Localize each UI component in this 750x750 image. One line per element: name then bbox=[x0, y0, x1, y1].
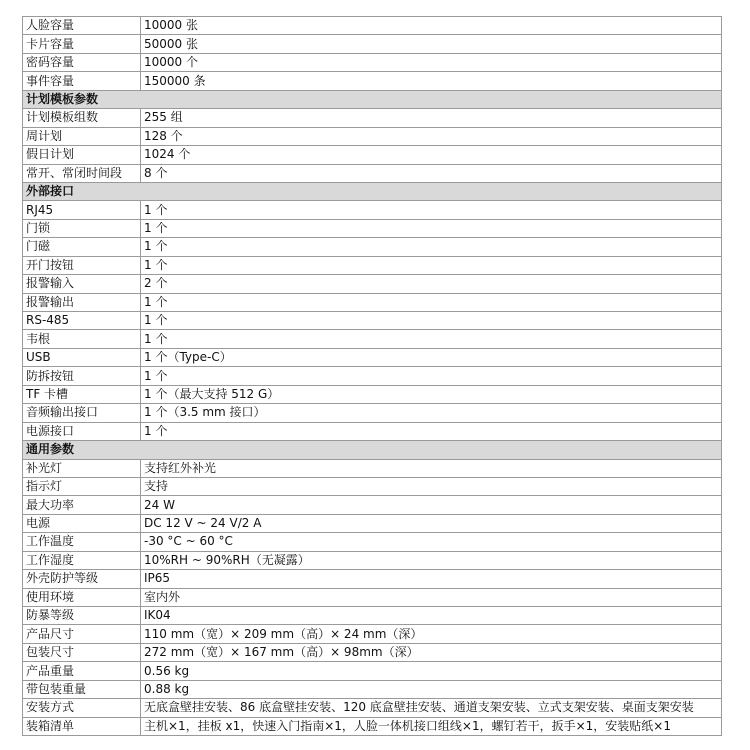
spec-row bbox=[23, 607, 722, 625]
spec-value: 128 个 bbox=[141, 127, 722, 145]
spec-label: RS-485 bbox=[23, 312, 141, 330]
spec-row bbox=[23, 312, 722, 330]
spec-label: 电源 bbox=[23, 514, 141, 532]
spec-row bbox=[23, 164, 722, 182]
spec-value: 1 个（最大支持 512 G） bbox=[141, 385, 722, 403]
spec-row bbox=[23, 422, 722, 440]
spec-value: 1 个 bbox=[141, 367, 722, 385]
spec-value: 1 个 bbox=[141, 238, 722, 256]
section-header: 通用参数 bbox=[23, 441, 722, 459]
spec-label: 装箱清单 bbox=[23, 717, 141, 735]
spec-value: -30 °C ~ 60 °C bbox=[141, 533, 722, 551]
spec-value: 支持红外补光 bbox=[141, 459, 722, 477]
spec-value: 1 个 bbox=[141, 422, 722, 440]
spec-value: 2 个 bbox=[141, 275, 722, 293]
spec-table bbox=[22, 16, 722, 736]
spec-row bbox=[23, 699, 722, 717]
spec-row bbox=[23, 53, 722, 71]
spec-row bbox=[23, 238, 722, 256]
spec-label: 带包装重量 bbox=[23, 680, 141, 698]
spec-value: 无底盒壁挂安装、86 底盒壁挂安装、120 底盒壁挂安装、通道支架安装、立式支架安装、桌面支架安装 bbox=[141, 699, 722, 717]
spec-row bbox=[23, 109, 722, 127]
spec-row bbox=[23, 72, 722, 90]
spec-row bbox=[23, 588, 722, 606]
spec-value: 主机×1，挂板 x1，快速入门指南×1，人脸一体机接口组线×1，螺钉若干，扳手×1，安装贴纸×1 bbox=[141, 717, 722, 735]
spec-row bbox=[23, 367, 722, 385]
spec-value: 1 个 bbox=[141, 201, 722, 219]
spec-value: 1024 个 bbox=[141, 146, 722, 164]
spec-label: 工作温度 bbox=[23, 533, 141, 551]
spec-row bbox=[23, 146, 722, 164]
spec-row bbox=[23, 477, 722, 495]
section-header-row bbox=[23, 182, 722, 200]
spec-label: 密码容量 bbox=[23, 53, 141, 71]
spec-label: 事件容量 bbox=[23, 72, 141, 90]
spec-row bbox=[23, 219, 722, 237]
spec-label: 门磁 bbox=[23, 238, 141, 256]
spec-row bbox=[23, 385, 722, 403]
spec-value: 1 个 bbox=[141, 219, 722, 237]
section-header: 外部接口 bbox=[23, 182, 722, 200]
spec-label: 开门按钮 bbox=[23, 256, 141, 274]
spec-label: RJ45 bbox=[23, 201, 141, 219]
spec-value: 110 mm（宽）× 209 mm（高）× 24 mm（深） bbox=[141, 625, 722, 643]
spec-row bbox=[23, 662, 722, 680]
spec-row bbox=[23, 496, 722, 514]
spec-row bbox=[23, 533, 722, 551]
spec-value: 1 个（Type-C） bbox=[141, 348, 722, 366]
spec-row bbox=[23, 256, 722, 274]
spec-value: 室内外 bbox=[141, 588, 722, 606]
spec-row bbox=[23, 330, 722, 348]
spec-value: 1 个 bbox=[141, 312, 722, 330]
spec-label: 计划模板组数 bbox=[23, 109, 141, 127]
spec-row bbox=[23, 17, 722, 35]
spec-row bbox=[23, 459, 722, 477]
spec-label: 报警输出 bbox=[23, 293, 141, 311]
spec-label: 安装方式 bbox=[23, 699, 141, 717]
spec-row bbox=[23, 625, 722, 643]
spec-label: 防暴等级 bbox=[23, 607, 141, 625]
spec-label: 韦根 bbox=[23, 330, 141, 348]
spec-label: 指示灯 bbox=[23, 477, 141, 495]
spec-value: 24 W bbox=[141, 496, 722, 514]
spec-label: 补光灯 bbox=[23, 459, 141, 477]
spec-row bbox=[23, 717, 722, 735]
spec-value: 支持 bbox=[141, 477, 722, 495]
spec-label: 产品尺寸 bbox=[23, 625, 141, 643]
spec-row bbox=[23, 570, 722, 588]
spec-value: 1 个 bbox=[141, 293, 722, 311]
spec-label: 假日计划 bbox=[23, 146, 141, 164]
spec-label: USB bbox=[23, 348, 141, 366]
spec-row bbox=[23, 514, 722, 532]
spec-label: 人脸容量 bbox=[23, 17, 141, 35]
section-header: 计划模板参数 bbox=[23, 90, 722, 108]
section-header-row bbox=[23, 90, 722, 108]
spec-label: TF 卡槽 bbox=[23, 385, 141, 403]
spec-row bbox=[23, 201, 722, 219]
spec-row bbox=[23, 293, 722, 311]
spec-value: 0.56 kg bbox=[141, 662, 722, 680]
spec-row bbox=[23, 127, 722, 145]
spec-value: 1 个 bbox=[141, 330, 722, 348]
spec-table-body bbox=[23, 17, 722, 736]
spec-row bbox=[23, 35, 722, 53]
spec-value: 8 个 bbox=[141, 164, 722, 182]
spec-label: 卡片容量 bbox=[23, 35, 141, 53]
spec-value: 150000 条 bbox=[141, 72, 722, 90]
section-header-row bbox=[23, 441, 722, 459]
spec-label: 外壳防护等级 bbox=[23, 570, 141, 588]
spec-row bbox=[23, 275, 722, 293]
spec-value: 272 mm（宽）× 167 mm（高）× 98mm（深） bbox=[141, 643, 722, 661]
spec-label: 周计划 bbox=[23, 127, 141, 145]
spec-value: 0.88 kg bbox=[141, 680, 722, 698]
spec-row bbox=[23, 680, 722, 698]
spec-label: 最大功率 bbox=[23, 496, 141, 514]
spec-label: 工作湿度 bbox=[23, 551, 141, 569]
spec-value: DC 12 V ~ 24 V/2 A bbox=[141, 514, 722, 532]
spec-row bbox=[23, 348, 722, 366]
spec-label: 音频输出接口 bbox=[23, 404, 141, 422]
spec-value: 1 个（3.5 mm 接口） bbox=[141, 404, 722, 422]
spec-value: IP65 bbox=[141, 570, 722, 588]
spec-value: 10000 张 bbox=[141, 17, 722, 35]
spec-label: 常开、常闭时间段 bbox=[23, 164, 141, 182]
spec-value: 50000 张 bbox=[141, 35, 722, 53]
spec-label: 电源接口 bbox=[23, 422, 141, 440]
spec-row bbox=[23, 643, 722, 661]
spec-row bbox=[23, 404, 722, 422]
spec-value: 10000 个 bbox=[141, 53, 722, 71]
spec-label: 使用环境 bbox=[23, 588, 141, 606]
spec-label: 产品重量 bbox=[23, 662, 141, 680]
spec-value: 10%RH ~ 90%RH（无凝露） bbox=[141, 551, 722, 569]
spec-label: 防拆按钮 bbox=[23, 367, 141, 385]
spec-label: 门锁 bbox=[23, 219, 141, 237]
spec-row bbox=[23, 551, 722, 569]
spec-label: 包装尺寸 bbox=[23, 643, 141, 661]
spec-label: 报警输入 bbox=[23, 275, 141, 293]
spec-value: 255 组 bbox=[141, 109, 722, 127]
spec-value: IK04 bbox=[141, 607, 722, 625]
spec-value: 1 个 bbox=[141, 256, 722, 274]
